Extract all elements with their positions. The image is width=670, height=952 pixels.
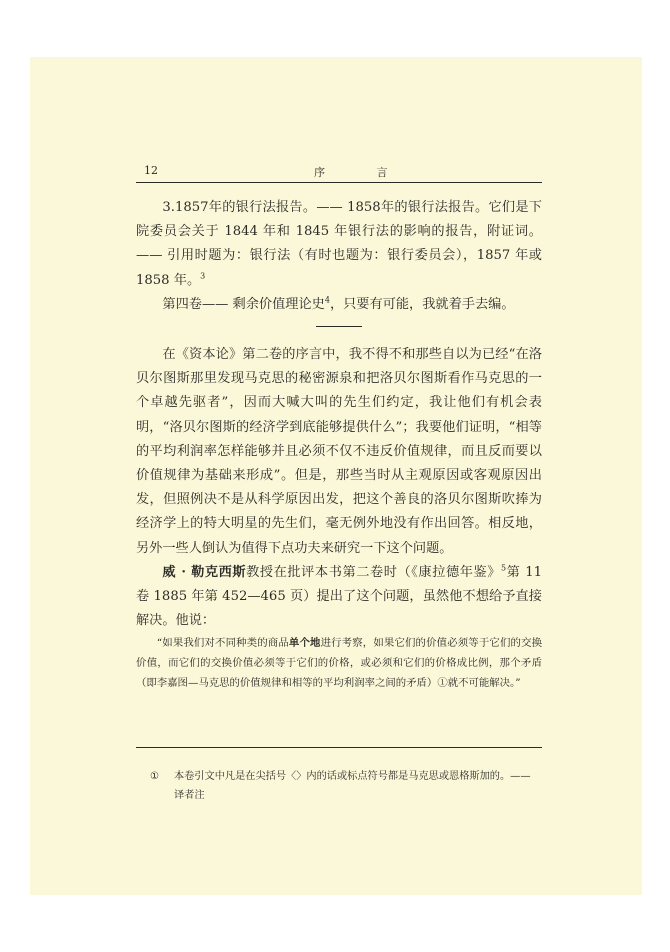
paragraph-text: ，只要有可能，我就着手去编。 (329, 296, 515, 312)
endnote-ref: 4 (324, 295, 330, 305)
paragraph-banking-reports (136, 196, 542, 293)
paragraph-text: 3.1857年的银行法报告。—— 1858年的银行法报告。它们是下院委员会关于 1844 年和 1845 年银行法的影响的报告，附证词。—— 引用时题为：银行法（有时也题为：银行委员会），1857 年或 1858 年。 (136, 200, 542, 288)
endnote-ref: 5 (501, 563, 507, 573)
quote-text: 进行考察，如果它们的价值必须等于它们的交换价值，而它们的交换价值必须等于它们的价格，或必须和它们的价格成比例，那个矛盾（即李嘉图—马克思的价值规律和相等的平均利润率之间的矛盾） (136, 637, 543, 690)
footnote-marker: ① (150, 771, 160, 782)
paragraph-lexis (136, 561, 542, 634)
footnote-divider (136, 747, 542, 748)
paragraph-text: 第四卷—— 剩余价值理论史 (162, 296, 325, 312)
paragraph-text: 在《资本论》第二卷的序言中，我不得不和那些自以为已经“在洛贝尔图斯那里发现马克思的秘密源泉和把洛贝尔图斯看作马克思的一个卓越先驱者”，因而大喊大叫的先生们约定，我让他们有机会表明，“洛贝尔图斯的经济学到底能够提供什么”；我要他们证明，“相等的平均利润率怎样能够并且必须不仅不违反价值规律，而且反而要以价值规律为基础来形成”。但是，那些当时从主观原因或客观原因出发，但照例决不是从科学原因出发，把这个善良的洛贝尔图斯吹捧为经济学上的特大明星的先生们，毫无例外地没有作出回答。相反地，另外一些人倒认为值得下点功夫来研究一下这个问题。 (136, 347, 542, 556)
section-divider (316, 326, 362, 327)
main-text (136, 196, 542, 693)
running-title: 序 言 (314, 166, 412, 179)
paragraph-text: 第 11 卷 1885 年第 452—465 页）提出了这个问题，虽然他不想给予直接解决。他说： (136, 564, 542, 629)
quote-text: “如果我们对不同种类的商品 (156, 637, 289, 650)
paragraph-text: 教授在批评本书第二卷时（《康拉德年鉴》 (246, 564, 501, 580)
author-name: 威 · 勒克西斯 (162, 564, 247, 580)
paragraph-volume-four (136, 293, 542, 317)
quote-text: 就不可能解决。” (447, 677, 521, 690)
footnote (150, 768, 540, 805)
block-quote (136, 633, 542, 693)
paragraph-rodbertus (136, 343, 542, 561)
endnote-ref: 3 (200, 271, 206, 281)
footnote-ref: ① (437, 677, 448, 690)
page-number: 12 (144, 164, 158, 177)
footnote-text: 本卷引文中凡是在尖括号〈〉内的话或标点符号都是马克思或恩格斯加的。—— 译者注 (174, 771, 531, 801)
quote-emphasis: 单个地 (288, 637, 321, 650)
page-header (136, 164, 542, 183)
